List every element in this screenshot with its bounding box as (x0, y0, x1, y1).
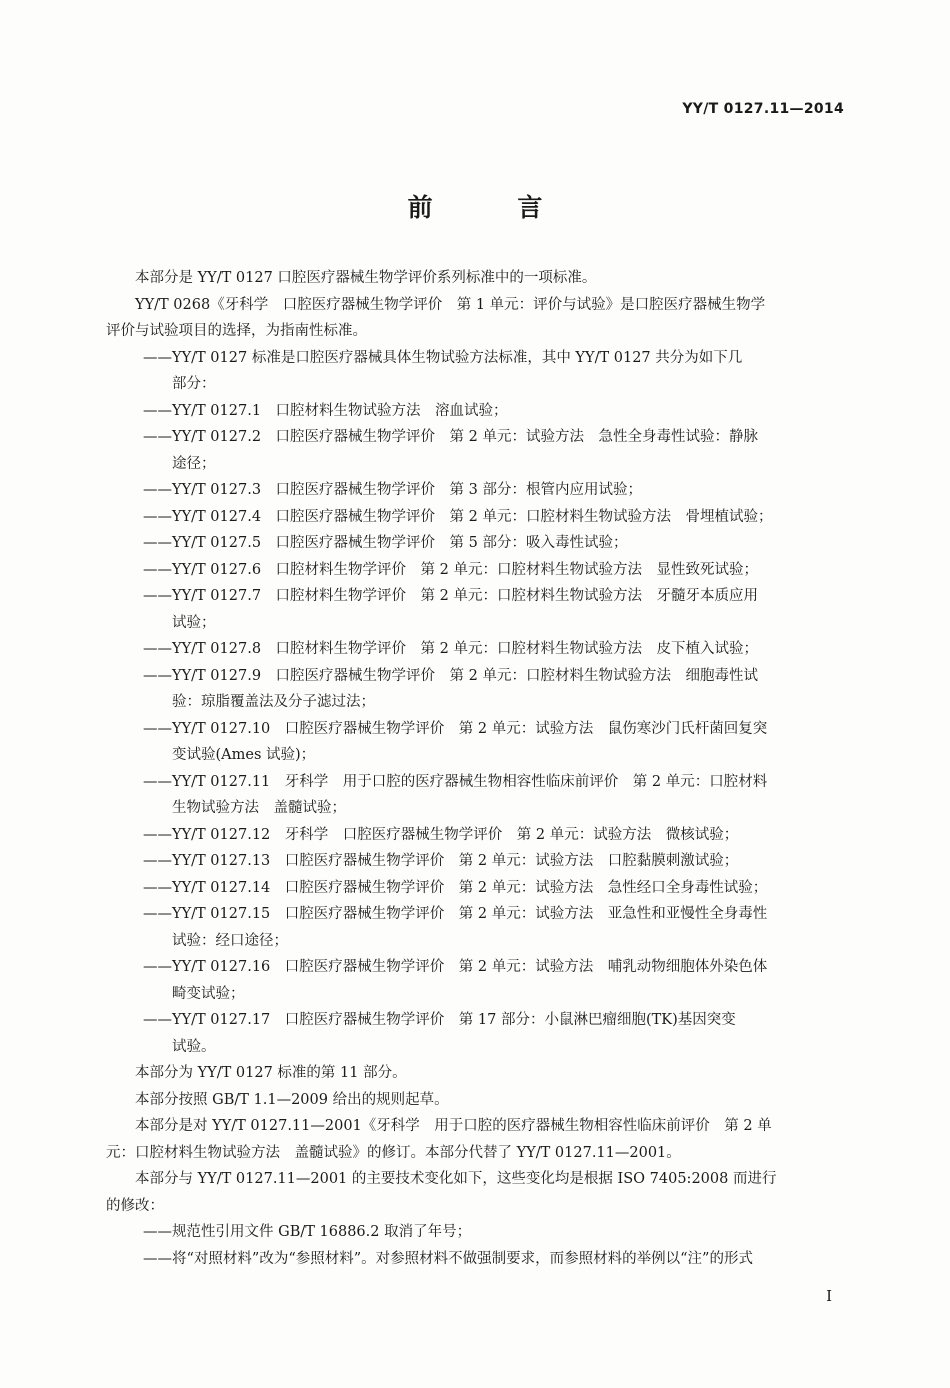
list-item-continuation: 试验。 (172, 1038, 216, 1055)
list-item-continuation: 生物试验方法 盖髓试验； (172, 800, 346, 816)
list-item: ——规范性引用文件 GB/T 16886.2 取消了年号； (143, 1224, 472, 1240)
list-item-continuation: 试验； (172, 614, 216, 631)
list-item: ——YY/T 0127.15 口腔医疗器械生物学评价 第 2 单元：试验方法 亚急性和亚慢性全身毒性 (143, 906, 768, 922)
list-item-continuation: 途径； (172, 455, 216, 472)
text-line: 的修改： (106, 1197, 164, 1214)
list-item: ——YY/T 0127.17 口腔医疗器械生物学评价 第 17 部分：小鼠淋巴瘤细胞(TK)基因突变 (143, 1012, 736, 1028)
list-item: ——YY/T 0127.6 口腔材料生物学评价 第 2 单元：口腔材料生物试验方法 显性致死试验； (143, 561, 758, 578)
list-item: ——YY/T 0127.10 口腔医疗器械生物学评价 第 2 单元：试验方法 鼠伤寒沙门氏杆菌回复突 (143, 720, 768, 737)
text-line: 本部分按照 GB/T 1.1—2009 给出的规则起草。 (135, 1091, 449, 1108)
text-line: 本部分是对 YY/T 0127.11—2001《牙科学 用于口腔的医疗器械生物相容性临床前评价 第 2 单 (135, 1118, 772, 1134)
text-line: 本部分是 YY/T 0127 口腔医疗器械生物学评价系列标准中的一项标准。 (135, 270, 597, 286)
list-item: ——YY/T 0127.13 口腔医疗器械生物学评价 第 2 单元：试验方法 口腔黏膜刺激试验； (143, 853, 739, 869)
text-line: 本部分与 YY/T 0127.11—2001 的主要技术变化如下，这些变化均是根据 ISO 7405:2008 而进行 (135, 1171, 777, 1187)
list-item-continuation: 部分： (172, 376, 216, 392)
page-title: 前 言 (407, 193, 581, 222)
list-item: ——YY/T 0127.16 口腔医疗器械生物学评价 第 2 单元：试验方法 哺乳动物细胞体外染色体 (143, 959, 768, 975)
list-item: ——YY/T 0127.9 口腔医疗器械生物学评价 第 2 单元：口腔材料生物试验方法 细胞毒性试 (143, 667, 758, 684)
list-item: ——YY/T 0127.14 口腔医疗器械生物学评价 第 2 单元：试验方法 急性经口全身毒性试验； (143, 879, 768, 896)
list-item: ——将“对照材料”改为“参照材料”。对参照材料不做强制要求，而参照材料的举例以“注”的形式 (143, 1250, 753, 1267)
page-number: I (826, 1287, 832, 1305)
text-line: 本部分为 YY/T 0127 标准的第 11 部分。 (135, 1065, 407, 1081)
list-item-continuation: 变试验(Ames 试验)； (172, 747, 316, 763)
list-item: ——YY/T 0127.4 口腔医疗器械生物学评价 第 2 单元：口腔材料生物试验方法 骨埋植试验； (143, 508, 773, 525)
list-item: ——YY/T 0127.1 口腔材料生物试验方法 溶血试验； (143, 402, 508, 419)
list-item-continuation: 验：琼脂覆盖法及分子滤过法； (172, 694, 375, 710)
list-item: ——YY/T 0127.11 牙科学 用于口腔的医疗器械生物相容性临床前评价 第 2 单元：口腔材料 (143, 773, 768, 790)
list-item-continuation: 试验：经口途径； (172, 932, 288, 949)
body-text (106, 265, 848, 1272)
list-item: ——YY/T 0127.5 口腔医疗器械生物学评价 第 5 部分：吸入毒性试验； (143, 535, 628, 551)
list-item: ——YY/T 0127.3 口腔医疗器械生物学评价 第 3 部分：根管内应用试验； (143, 482, 642, 498)
text-line: 元：口腔材料生物试验方法 盖髓试验》的修订。本部分代替了 YY/T 0127.11—2001。 (106, 1144, 681, 1161)
list-item: ——YY/T 0127.8 口腔材料生物学评价 第 2 单元：口腔材料生物试验方法 皮下植入试验； (143, 641, 758, 657)
list-item: ——YY/T 0127.12 牙科学 口腔医疗器械生物学评价 第 2 单元：试验方法 微核试验； (143, 826, 739, 843)
text-line: YY/T 0268《牙科学 口腔医疗器械生物学评价 第 1 单元：评价与试验》是口腔医疗器械生物学 (135, 296, 766, 313)
list-item: ——YY/T 0127.7 口腔材料生物学评价 第 2 单元：口腔材料生物试验方法 牙髓牙本质应用 (143, 588, 758, 604)
list-item: ——YY/T 0127 标准是口腔医疗器械具体生物试验方法标准，其中 YY/T 0127 共分为如下几 (143, 349, 743, 366)
text-line: 评价与试验项目的选择，为指南性标准。 (106, 323, 367, 339)
standard-code: YY/T 0127.11—2014 (682, 101, 844, 117)
list-item-continuation: 畸变试验； (172, 985, 245, 1002)
list-item: ——YY/T 0127.2 口腔医疗器械生物学评价 第 2 单元：试验方法 急性全身毒性试验：静脉 (143, 429, 758, 445)
